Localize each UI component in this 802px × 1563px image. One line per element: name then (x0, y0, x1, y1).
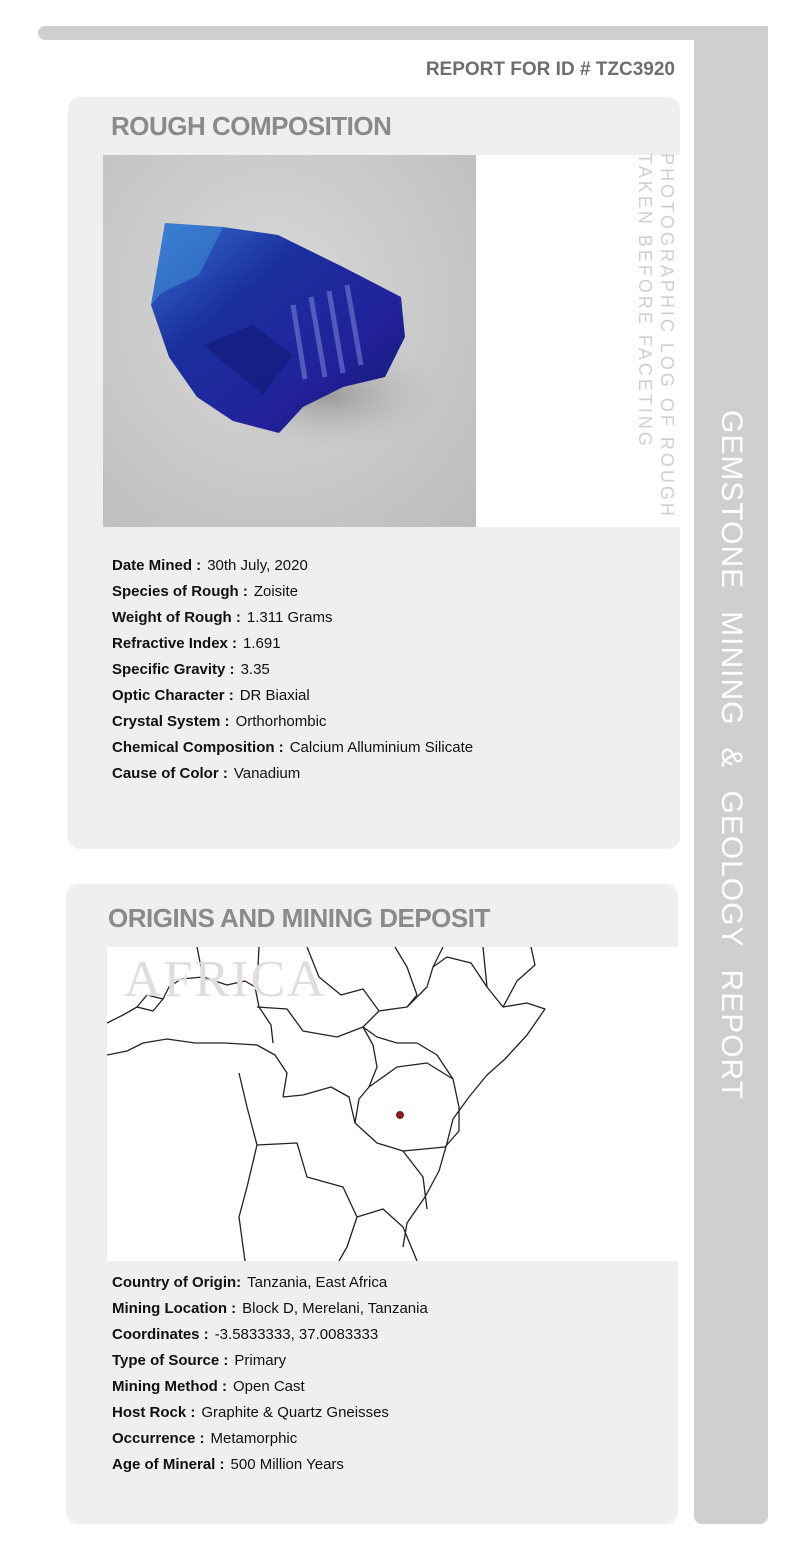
field-date-mined: Date Mined : 30th July, 2020 (112, 557, 308, 574)
field-crystal-system: Crystal System : Orthorhombic (112, 713, 327, 730)
field-optic-character: Optic Character : DR Biaxial (112, 687, 310, 704)
field-mining-method: Mining Method : Open Cast (112, 1378, 305, 1395)
field-refractive-index: Refractive Index : 1.691 (112, 635, 281, 652)
origin-details (112, 1270, 428, 1478)
side-report-title: GEMSTONEMINING&GEOLOGYREPORT (715, 410, 748, 1100)
field-cause-of-color: Cause of Color : Vanadium (112, 765, 301, 782)
origins-title: ORIGINS AND MINING DEPOSIT (108, 903, 490, 933)
mine-location-marker (396, 1111, 404, 1119)
field-host-rock: Host Rock : Graphite & Quartz Gneisses (112, 1404, 389, 1421)
field-type-of-source: Type of Source : Primary (112, 1352, 287, 1369)
field-chemical-composition: Chemical Composition : Calcium Alluminium Silicate (112, 739, 474, 756)
photo-caption: PHOTOGRAPHIC LOG OF ROUGH TAKEN BEFORE FACETING (635, 153, 677, 519)
field-specific-gravity: Specific Gravity : 3.35 (112, 661, 270, 678)
field-coordinates: Coordinates : -3.5833333, 37.0083333 (112, 1326, 379, 1343)
field-mining-location: Mining Location : Block D, Merelani, Tanzania (112, 1300, 428, 1317)
map-label: AFRICA (124, 951, 327, 1008)
field-age-of-mineral: Age of Mineral : 500 Million Years (112, 1456, 344, 1473)
report-id: REPORT FOR ID # TZC3920 (425, 59, 675, 80)
field-occurrence: Occurrence : Metamorphic (112, 1430, 298, 1447)
rough-details (112, 553, 473, 787)
rough-gem-photo (103, 155, 476, 527)
rough-composition-title: ROUGH COMPOSITION (111, 111, 392, 141)
top-frame-bar (38, 26, 768, 40)
field-country-of-origin: Country of Origin: Tanzania, East Africa (112, 1274, 388, 1291)
field-weight: Weight of Rough : 1.311 Grams (112, 609, 333, 626)
field-species: Species of Rough : Zoisite (112, 583, 299, 600)
